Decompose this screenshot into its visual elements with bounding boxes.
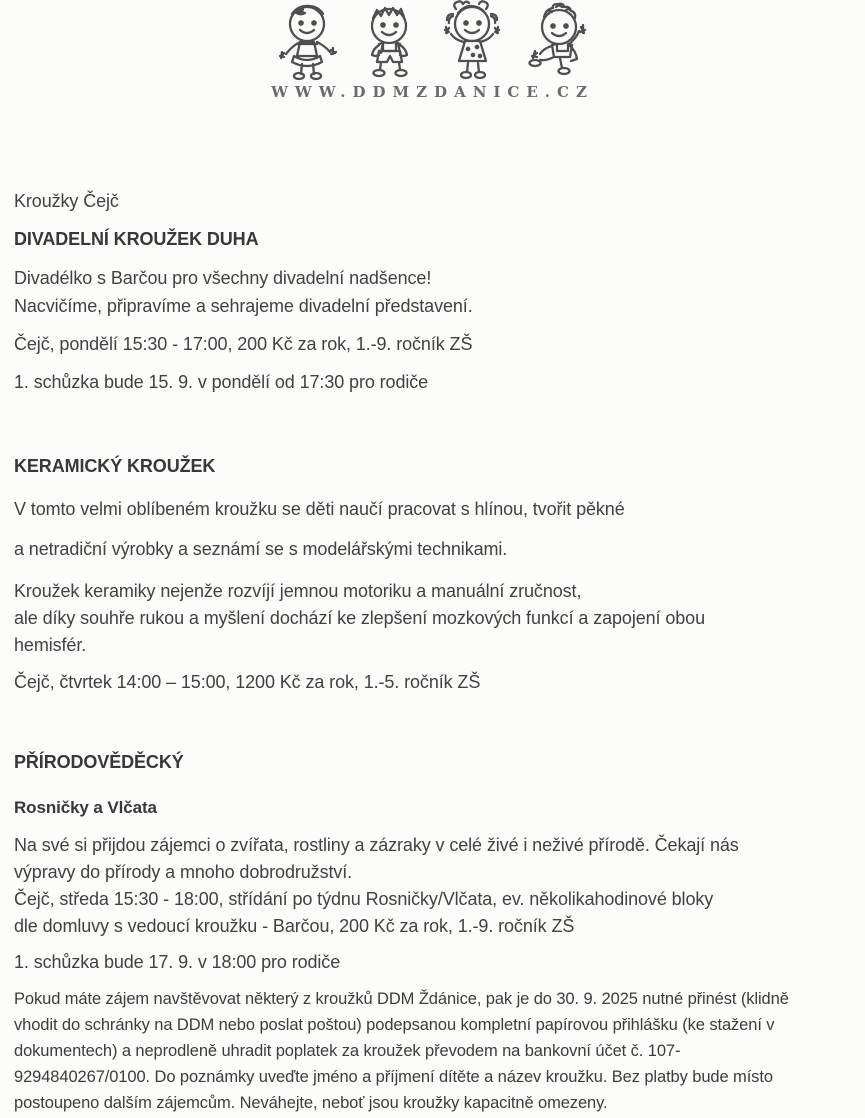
payment-note-line: 9294840267/0100. Do poznámky uveďte jméno a příjmení dítěte a název kroužku. Bez platby bude místo: [14, 1068, 773, 1086]
section-text-line: Kroužek keramiky nejenže rozvíjí jemnou motoriku a manuální zručnost,: [14, 581, 582, 601]
section-text-line: Na své si přijdou zájemci o zvířata, rostliny a zázraky v celé živé i neživé přírodě. Čekají nás: [14, 835, 739, 855]
payment-note-line: Pokud máte zájem navštěvovat některý z kroužků DDM Ždánice, pak je do 30. 9. 2025 nutné přinést (klidně: [14, 990, 789, 1008]
schedule-line: Čejč, středa 15:30 - 18:00, střídání po týdnu Rosničky/Vlčata, ev. několikahodinové bloky: [14, 889, 714, 909]
schedule-line: Čejč, pondělí 15:30 - 17:00, 200 Kč za rok, 1.-9. ročník ZŠ: [14, 334, 473, 354]
page-title: Kroužky Čejč: [14, 191, 119, 211]
section-subheading: Rosničky a Vlčata: [14, 798, 157, 817]
payment-note-line: vhodit do schránky na DDM nebo poslat poštou) podepsanou kompletní papírovou přihlášku (ke stažení v: [14, 1016, 775, 1034]
section-heading: DIVADELNÍ KROUŽEK DUHA: [14, 229, 259, 249]
payment-note: [14, 986, 851, 1116]
section-text-line: Nacvičíme, připravíme a sehrajeme divadelní představení.: [14, 296, 473, 316]
section-prirodovedecky: [14, 749, 851, 976]
logo-url: WWW.DDMZDANICE.CZ: [271, 83, 594, 101]
payment-note-line: dokumentech) a neprodleně uhradit poplatek za kroužek převodem na bankovní účet č. 107-: [14, 1042, 681, 1060]
section-heading: KERAMICKÝ KROUŽEK: [14, 456, 216, 476]
payment-note-line: postoupeno dalším zájemcům. Neváhejte, neboť jsou kroužky kapacitně omezeny.: [14, 1094, 608, 1112]
section-text-line: ale díky souhře rukou a myšlení dochází ke zlepšení mozkových funkcí a zapojení obou: [14, 608, 705, 628]
section-keramicky-krouzek: [14, 453, 851, 696]
section-text-line: a netradiční výrobky a seznámí se s modelářskými technikami.: [14, 539, 508, 559]
first-meeting-line: 1. schůzka bude 17. 9. v 18:00 pro rodiče: [14, 952, 341, 972]
section-text-line: Divadélko s Barčou pro všechny divadelní nadšence!: [14, 268, 432, 288]
first-meeting-line: 1. schůzka bude 15. 9. v pondělí od 17:30 pro rodiče: [14, 372, 429, 392]
section-text-line: V tomto velmi oblíbeném kroužku se děti naučí pracovat s hlínou, tvořit pěkné: [14, 499, 625, 519]
section-text-line: výpravy do přírody a mnoho dobrodružství.: [14, 862, 353, 882]
section-text-line: hemisfér.: [14, 635, 87, 655]
schedule-line: dle domluvy s vedoucí kroužku - Barčou, 200 Kč za rok, 1.-9. ročník ZŠ: [14, 916, 575, 936]
children-illustration-icon: [267, 0, 599, 82]
section-heading: PŘÍRODOVĚDĚCKÝ: [14, 752, 184, 772]
logo: [14, 0, 851, 101]
section-divadelni-krouzek: [14, 226, 851, 396]
schedule-line: Čejč, čtvrtek 14:00 – 15:00, 1200 Kč za rok, 1.-5. ročník ZŠ: [14, 672, 481, 692]
